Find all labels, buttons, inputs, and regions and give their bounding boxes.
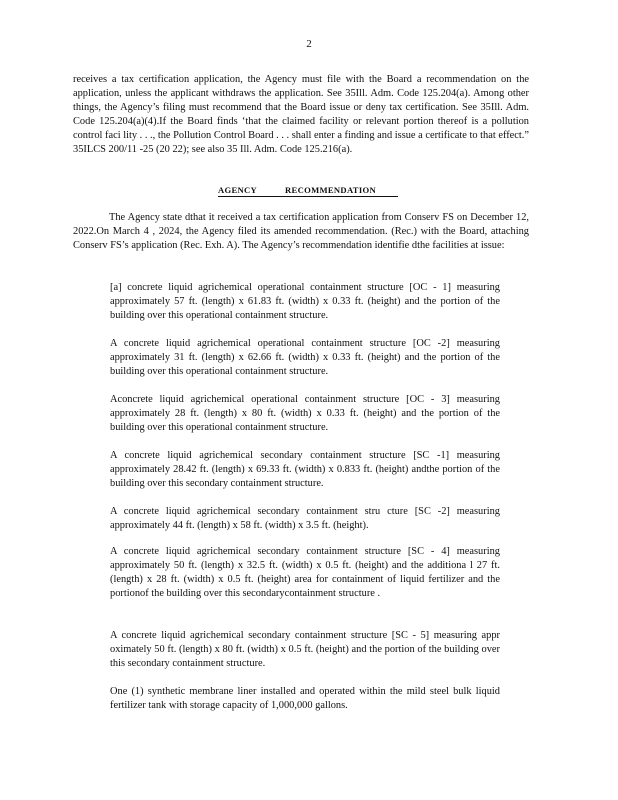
heading-word-recommendation: RECOMMENDATION xyxy=(285,185,376,195)
page-number: 2 xyxy=(306,38,312,50)
heading-word-agency: AGENCY xyxy=(218,185,258,195)
facility-item: Aconcrete liquid agrichemical operational containment structure [OC - 3] measuring approximately 28 ft. (length) x 80 ft. (width) x 0.33 ft. (height) and the portion of the building over this operational containment structure. xyxy=(110,394,500,433)
facility-item: A concrete liquid agrichemical secondary containment structure [SC -1] measuring approximately 28.42 ft. (length) x 69.33 ft. (width) x 0.833 ft. (height) andthe portion of the building over this secondary containment structure. xyxy=(110,450,500,489)
facility-item: [a] concrete liquid agrichemical operational containment structure [OC - 1] measuring approximately 57 ft. (length) x 61.83 ft. (width) x 0.33 ft. (height) and the portion of the building over this operational containment structure. xyxy=(110,282,500,321)
facility-item: A concrete liquid agrichemical secondary containment structure [SC - 4] measuring approximately 50 ft. (length) x 32.5 ft. (width) x 0.5 ft. (height) and the additiona l 27 ft. (length) x 28 ft. (width) x 0.5 ft. (height) area for containment of liquid fertilizer and the portionof the building over this secondarycontainment structure . xyxy=(110,546,500,599)
intro-paragraph: receives a tax certification application, the Agency must file with the Board a recommendation on the application, unless the applicant withdraws the application. See 35Ill. Adm. Code 125.204(a). Among other things, the Agency’s filing must recommend that the Board issue or deny tax certification. See 35Ill. Adm. Code 125.204(a)(4).If the Board finds ‘that the claimed facility or relevant portion thereof is a pollution control faci lity . . ., the Pollution Control Board . . . shall enter a finding and issue a certificate to that effect.” 35ILCS 200/11 -25 (20 22); see also 35 Ill. Adm. Code 125.216(a). xyxy=(73,74,530,155)
facility-item: One (1) synthetic membrane liner installed and operated within the mild steel bulk liquid fertilizer tank with storage capacity of 1,000,000 gallons. xyxy=(110,686,500,711)
section-heading xyxy=(218,184,398,197)
recommendation-paragraph xyxy=(73,211,529,253)
facility-item: A concrete liquid agrichemical secondary containment structure [SC - 5] measuring appr oximately 50 ft. (length) x 80 ft. (width) x 0.5 ft. (height) and the portion of the building over this secondary containment structure. xyxy=(110,630,500,669)
facility-item: A concrete liquid agrichemical secondary containment stru cture [SC -2] measuring approximately 44 ft. (length) x 58 ft. (width) x 3.5 ft. (height). xyxy=(110,506,500,531)
recommendation-text: The Agency state dthat it received a tax certification application from Conserv FS on December 12, 2022.On March 4 , 2024, the Agency filed its amended recommendation. (Rec.) with the Board, attaching Conserv FS’s application (Rec. Exh. A). The Agency’s recommendation identifie dthe facilities at issue: xyxy=(73,212,529,251)
facility-item: A concrete liquid agrichemical operational containment structure [OC -2] measuring approximately 31 ft. (length) x 62.66 ft. (width) x 0.33 ft. (height) and the portion of the building over this operational containment structure. xyxy=(110,338,500,377)
